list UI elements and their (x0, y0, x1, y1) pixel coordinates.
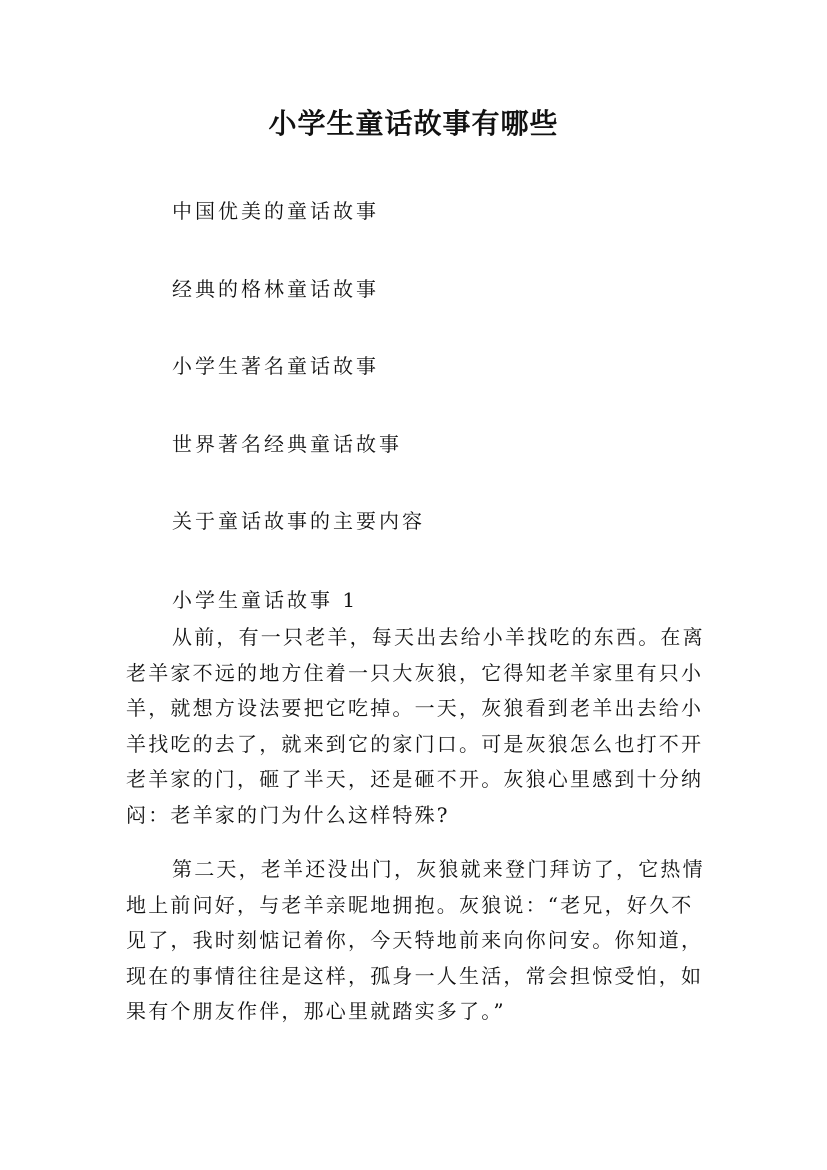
section-heading: 小学生童话故事 1 (172, 588, 359, 612)
toc-item: 世界著名经典童话故事 (172, 431, 402, 456)
toc-item: 中国优美的童话故事 (172, 199, 379, 223)
paragraph-line: 果有个朋友作伴，那心里就踏实多了。” (126, 999, 506, 1024)
paragraph-line: 地上前问好，与老羊亲昵地拥抱。灰狼说：“老兄，好久不 (126, 892, 694, 917)
paragraph-line: 现在的事情往往是这样，孤身一人生活，常会担惊受怕，如 (126, 963, 704, 988)
paragraph-line: 从前，有一只老羊，每天出去给小羊找吃的东西。在离 (172, 625, 705, 649)
story-paragraph-1 (126, 620, 706, 834)
toc-item: 关于童话故事的主要内容 (172, 509, 425, 533)
paragraph-line: 羊找吃的去了，就来到它的家门口。可是灰狼怎么也打不开 (126, 731, 704, 756)
paragraph-line: 老羊家不远的地方住着一只大灰狼，它得知老羊家里有只小 (126, 660, 704, 685)
table-of-contents (172, 196, 425, 584)
paragraph-line: 见了，我时刻惦记着你，今天特地前来向你问安。你知道， (126, 928, 704, 953)
document-title: 小学生童话故事有哪些 (268, 107, 559, 140)
paragraph-line: 第二天，老羊还没出门，灰狼就来登门拜访了，它热情 (172, 857, 705, 881)
story-paragraph-2 (126, 852, 706, 1030)
paragraph-line: 闷：老羊家的门为什么这样特殊? (126, 802, 450, 827)
paragraph-line: 羊，就想方设法要把它吃掉。一天，灰狼看到老羊出去给小 (126, 696, 704, 721)
toc-item: 经典的格林童话故事 (172, 276, 379, 301)
toc-item: 小学生著名童话故事 (172, 354, 379, 378)
paragraph-line: 老羊家的门，砸了半天，还是砸不开。灰狼心里感到十分纳 (126, 767, 704, 792)
